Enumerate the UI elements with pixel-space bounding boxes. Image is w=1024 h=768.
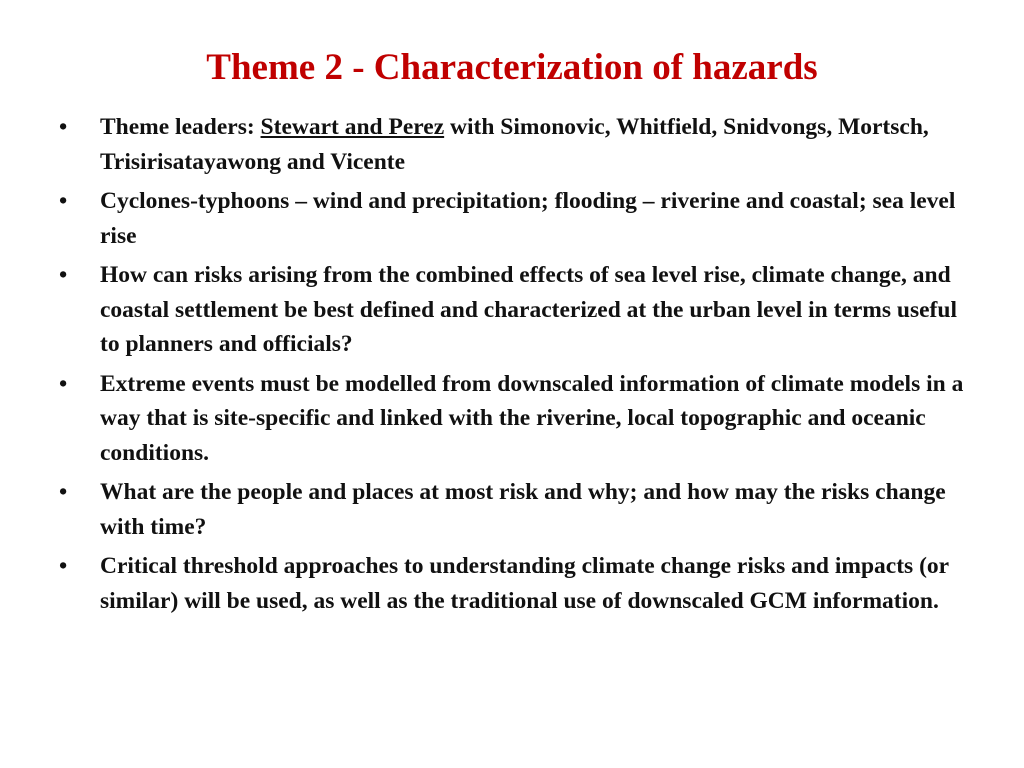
bullet-text: What are the people and places at most risk and why; and how may the risks change with time? [100, 479, 946, 540]
bullet-item [0, 367, 1024, 471]
bullet-icon: • [59, 479, 68, 505]
bullet-icon: • [59, 188, 68, 214]
bullet-item [0, 258, 1024, 362]
bullet-text: Cyclones-typhoons – wind and precipitation; flooding – riverine and coastal; sea level rise [100, 188, 956, 249]
bullet-item [0, 549, 1024, 618]
bullet-text: How can risks arising from the combined effects of sea level rise, climate change, and coastal settlement be best defined and characterized at the urban level in terms useful to planners and officials? [100, 262, 957, 357]
leaders-label: Theme leaders: [100, 114, 261, 140]
bullet-item [0, 475, 1024, 544]
bullet-icon: • [59, 262, 68, 288]
bullet-icon: • [59, 114, 68, 140]
bullet-item-leaders [0, 110, 1024, 179]
bullet-icon: • [59, 553, 68, 579]
bullet-item [0, 184, 1024, 253]
bullet-icon: • [59, 370, 68, 397]
bullet-text: Extreme events must be modelled from downscaled information of climate models in a way that is site-specific and linked with the riverine, local topographic and oceanic conditions. [100, 370, 964, 466]
bullet-text: Critical threshold approaches to understanding climate change risks and impacts (or similar) will be used, as well as the traditional use of downscaled GCM information. [100, 553, 949, 614]
bullet-list [0, 110, 1024, 623]
leaders-names: Stewart and Perez [260, 114, 445, 140]
leaders-rest: with Simonovic, Whitfield, Snidvongs, Mortsch, Trisirisatayawong and Vicente [100, 114, 929, 175]
slide-title: Theme 2 - Characterization of hazards [206, 47, 818, 88]
